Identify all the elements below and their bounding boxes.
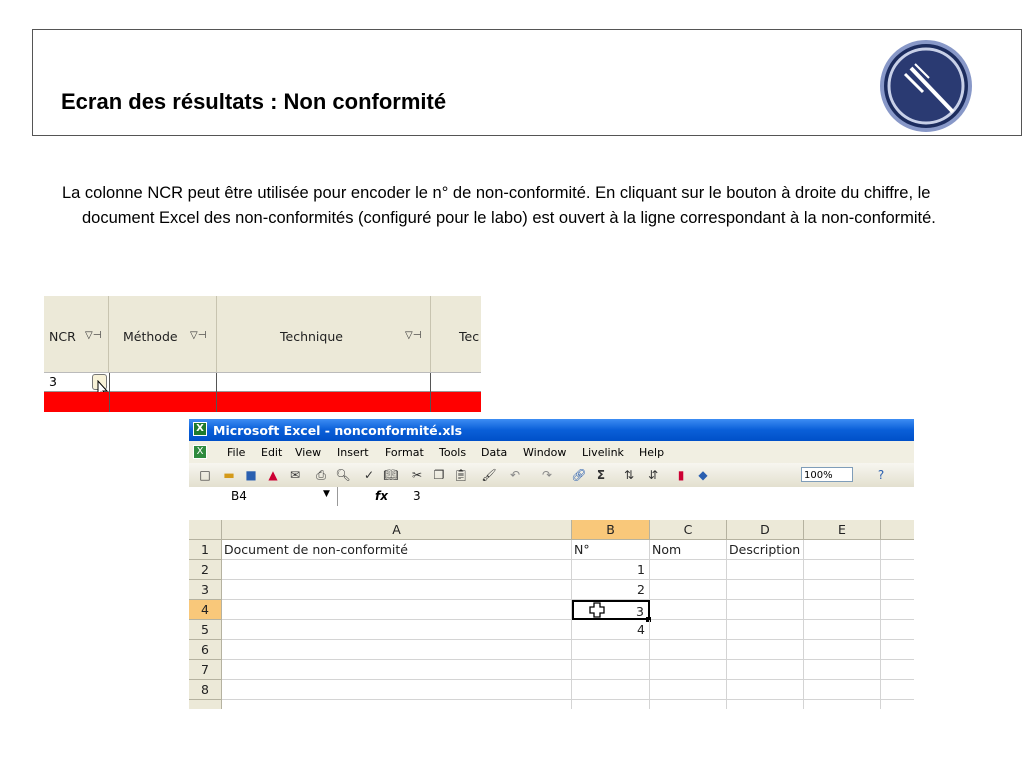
grid-cell[interactable]	[727, 700, 804, 709]
grid-cell[interactable]	[881, 700, 914, 709]
cell-a1[interactable]: Document de non-conformité	[222, 540, 572, 560]
chart-wizard-icon[interactable]: ▮	[677, 468, 685, 482]
divider	[430, 373, 431, 412]
autosum-icon[interactable]: Σ	[596, 468, 606, 482]
results-grid	[44, 296, 481, 412]
save-icon[interactable]: ■	[245, 468, 257, 482]
name-box-value: B4	[231, 489, 247, 503]
col-ncr-label: NCR	[49, 329, 76, 344]
research-icon[interactable]: 📖︎	[383, 468, 399, 482]
grid-cell[interactable]	[650, 660, 727, 680]
column-header-c[interactable]: C	[650, 520, 727, 540]
row-header[interactable]: 2	[189, 560, 222, 580]
window-titlebar[interactable]	[189, 419, 914, 441]
menu-data[interactable]: Data	[481, 446, 508, 459]
undo-icon[interactable]: ↶	[509, 468, 521, 482]
menu-insert[interactable]: Insert	[337, 446, 369, 459]
row-header[interactable]: 6	[189, 640, 222, 660]
col-tec-label: Tec	[459, 329, 480, 344]
row-header[interactable]: 3	[189, 580, 222, 600]
grid-cell[interactable]	[804, 680, 881, 700]
formula-bar	[189, 487, 914, 508]
grid-cell[interactable]	[804, 620, 881, 640]
page-title: Ecran des résultats : Non conformité	[61, 89, 447, 114]
col-methode-label: Méthode	[123, 329, 178, 344]
grid-cell[interactable]	[804, 600, 881, 620]
grid-header	[44, 296, 481, 373]
menu-window[interactable]: Window	[523, 446, 567, 459]
menu-tools[interactable]: Tools	[439, 446, 467, 459]
row-header[interactable]	[189, 700, 222, 709]
paste-icon[interactable]: 📋︎	[453, 468, 469, 482]
row-header[interactable]: 5	[189, 620, 222, 640]
cell-cursor-icon	[589, 602, 605, 618]
description-paragraph: La colonne NCR peut être utilisée pour encoder le n° de non-conformité. En cliquant sur le bouton à droite du chiffre, le document Excel des non-conformités (configuré pour le labo) est ouvert à la ligne correspondant à la non-conformité.	[62, 184, 936, 227]
redo-icon[interactable]: ↷	[541, 468, 553, 482]
grid-cell[interactable]	[222, 660, 572, 680]
zoom-select[interactable]: 100%	[801, 467, 853, 482]
cell-b3[interactable]: 2	[572, 580, 650, 600]
grid-cell[interactable]	[650, 600, 727, 620]
grid-cell[interactable]	[222, 580, 572, 600]
col-technique-label: Technique	[280, 329, 343, 344]
grid-cell[interactable]	[727, 620, 804, 640]
cell-b2[interactable]: 1	[572, 560, 650, 580]
grid-cell[interactable]	[650, 560, 727, 580]
grid-cell[interactable]	[881, 620, 914, 640]
grid-cell[interactable]	[727, 580, 804, 600]
grid-cell[interactable]	[804, 560, 881, 580]
grid-cell[interactable]	[881, 680, 914, 700]
print-icon[interactable]: ⎙	[316, 468, 326, 482]
logo-icon	[873, 40, 979, 132]
print-preview-icon[interactable]: 🔍︎	[335, 468, 351, 482]
divider	[216, 373, 217, 412]
column-header-e[interactable]: E	[804, 520, 881, 540]
cell-d1[interactable]: Description	[727, 540, 804, 560]
filter-icon[interactable]: ▽⊣	[190, 330, 207, 341]
col-methode-header[interactable]	[109, 296, 217, 372]
email-icon[interactable]: ✉	[289, 468, 301, 482]
grid-cell[interactable]	[572, 680, 650, 700]
grid-cell[interactable]	[222, 700, 572, 709]
filter-icon[interactable]: ▽⊣	[405, 330, 422, 341]
grid-cell[interactable]	[222, 640, 572, 660]
grid-cell[interactable]	[650, 620, 727, 640]
row-header[interactable]: 4	[189, 600, 222, 620]
grid-cell[interactable]	[804, 640, 881, 660]
menu-file[interactable]: File	[227, 446, 246, 459]
grid-cell[interactable]	[572, 640, 650, 660]
spelling-icon[interactable]: ✓	[363, 468, 375, 482]
ncr-value[interactable]: 3	[49, 374, 57, 389]
row-header[interactable]: 1	[189, 540, 222, 560]
grid-cell[interactable]	[881, 660, 914, 680]
cell-b4-active[interactable]: 3	[572, 600, 650, 620]
workbook-icon[interactable]: X	[193, 445, 207, 459]
column-header-b[interactable]: B	[572, 520, 650, 540]
column-header-a[interactable]: A	[222, 520, 572, 540]
grid-cell[interactable]	[881, 600, 914, 620]
select-all-corner[interactable]	[189, 520, 222, 540]
cell-b5[interactable]: 4	[572, 620, 650, 640]
grid-cell[interactable]	[804, 580, 881, 600]
menu-help[interactable]: Help	[639, 446, 665, 459]
menu-edit[interactable]: Edit	[261, 446, 283, 459]
grid-cell[interactable]	[727, 600, 804, 620]
format-painter-icon[interactable]: 🖌︎	[481, 468, 497, 482]
copy-icon[interactable]: ❐	[433, 468, 445, 482]
filter-icon[interactable]: ▽⊣	[85, 330, 102, 341]
grid-cell[interactable]	[222, 680, 572, 700]
cell-b1[interactable]: N°	[572, 540, 650, 560]
grid-cell[interactable]	[881, 640, 914, 660]
chevron-down-icon[interactable]: ▼	[323, 489, 330, 499]
help-icon[interactable]: ?	[877, 468, 885, 482]
menu-format[interactable]: Format	[385, 446, 424, 459]
row-header[interactable]: 8	[189, 680, 222, 700]
grid-cell[interactable]	[222, 600, 572, 620]
grid-cell[interactable]	[222, 560, 572, 580]
grid-cell[interactable]	[650, 640, 727, 660]
grid-cell[interactable]	[572, 700, 650, 709]
column-header-d[interactable]: D	[727, 520, 804, 540]
grid-cell[interactable]	[804, 660, 881, 680]
col-ncr-header[interactable]	[44, 296, 109, 372]
grid-cell[interactable]	[881, 580, 914, 600]
grid-cell[interactable]	[727, 640, 804, 660]
hyperlink-icon[interactable]: 🔗︎	[571, 468, 587, 482]
formula-input[interactable]: 3	[413, 489, 421, 503]
divider	[109, 373, 110, 412]
cut-icon[interactable]: ✂	[411, 468, 423, 482]
grid-cell[interactable]	[650, 700, 727, 709]
column-header-f[interactable]	[881, 520, 914, 540]
menu-view[interactable]: View	[295, 446, 322, 459]
grid-cell[interactable]	[572, 660, 650, 680]
permission-icon[interactable]: ▲	[268, 468, 278, 482]
grid-cell[interactable]	[727, 560, 804, 580]
name-box[interactable]	[189, 487, 338, 506]
row-header[interactable]: 7	[189, 660, 222, 680]
function-icon[interactable]: fx	[375, 489, 388, 503]
sort-ascending-icon[interactable]: ⇅	[623, 468, 635, 482]
grid-cell[interactable]	[804, 700, 881, 709]
menu-bar	[189, 441, 914, 463]
grid-cell[interactable]	[222, 620, 572, 640]
grid-cell[interactable]	[881, 560, 914, 580]
window-title: Microsoft Excel - nonconformité.xls	[213, 423, 463, 438]
grid-cell[interactable]	[881, 540, 914, 560]
sort-descending-icon[interactable]: ⇵	[647, 468, 659, 482]
spacer	[189, 507, 914, 520]
cell-c1[interactable]: Nom	[650, 540, 727, 560]
open-icon[interactable]: ▬	[223, 468, 235, 482]
grid-cell[interactable]	[650, 680, 727, 700]
grid-cell[interactable]	[650, 580, 727, 600]
drawing-icon[interactable]: ◆	[698, 468, 708, 482]
excel-app-icon: X	[193, 422, 207, 436]
menu-livelink[interactable]: Livelink	[582, 446, 624, 459]
col-tec-header[interactable]	[431, 296, 481, 372]
col-technique-header[interactable]	[217, 296, 431, 372]
grid-cell[interactable]	[727, 680, 804, 700]
toolbar	[189, 463, 914, 487]
new-icon[interactable]: □	[199, 468, 211, 482]
excel-window	[189, 419, 914, 709]
grid-cell[interactable]	[727, 660, 804, 680]
grid-cell[interactable]	[804, 540, 881, 560]
